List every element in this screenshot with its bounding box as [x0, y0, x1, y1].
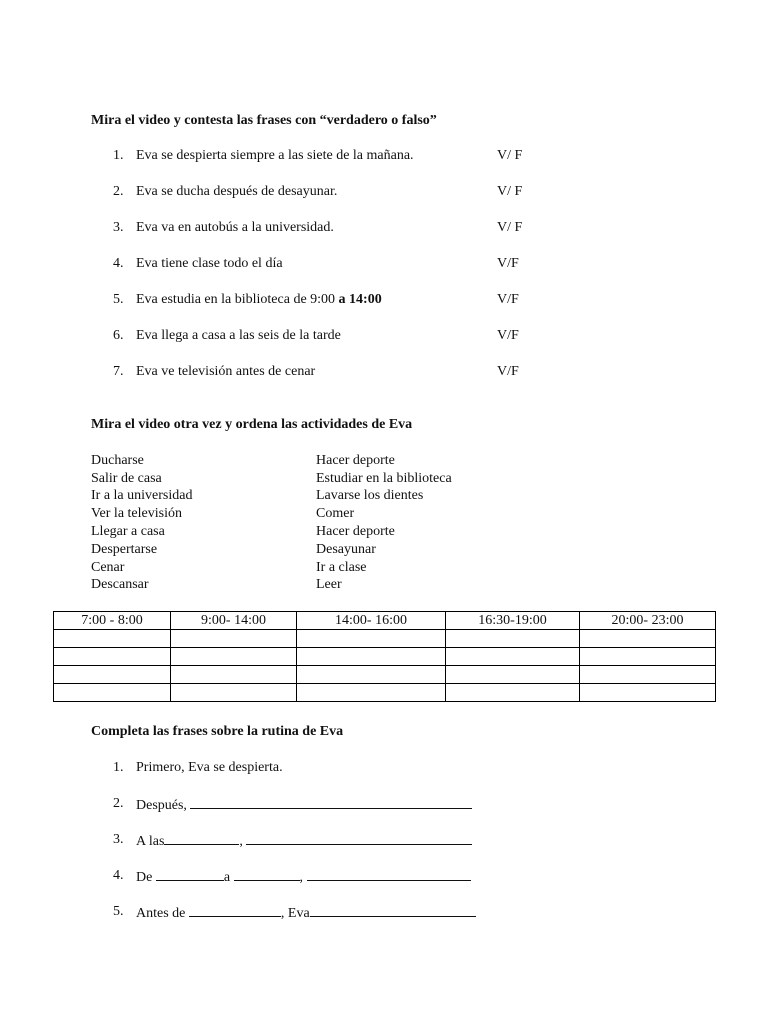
schedule-row	[54, 666, 716, 684]
activity-row	[0, 488, 768, 506]
item-number: 2.	[113, 184, 124, 199]
activity-row	[0, 524, 768, 542]
item-text	[136, 832, 472, 850]
item-text: Eva tiene clase todo el día	[136, 256, 283, 271]
schedule-cell[interactable]	[446, 684, 580, 702]
activity-left: Descansar	[91, 577, 149, 592]
schedule-cell[interactable]	[297, 648, 446, 666]
list-item	[0, 760, 768, 778]
schedule-cell[interactable]	[580, 630, 716, 648]
item-number: 1.	[113, 760, 124, 775]
item-text	[136, 292, 382, 308]
schedule-header-row	[54, 612, 716, 630]
activity-right: Estudiar en la biblioteca	[316, 471, 452, 486]
schedule-cell[interactable]	[171, 648, 297, 666]
item-text: Eva ve televisión antes de cenar	[136, 364, 316, 379]
activity-left: Cenar	[91, 560, 125, 575]
list-item	[0, 364, 768, 382]
true-false-marker: V/ F	[497, 148, 523, 163]
item-number: 4.	[113, 868, 124, 883]
item-text	[136, 904, 476, 922]
item-text-bold: a 14:00	[338, 292, 382, 307]
activity-left: Ducharse	[91, 453, 144, 468]
schedule-header-cell: 16:30-19:00	[446, 612, 580, 630]
activity-left: Ver la televisión	[91, 506, 182, 521]
item-text: Eva se ducha después de desayunar.	[136, 184, 338, 199]
list-item	[0, 184, 768, 202]
item-number: 4.	[113, 256, 124, 271]
activity-right: Desayunar	[316, 542, 376, 557]
schedule-header-cell: 14:00- 16:00	[297, 612, 446, 630]
item-text-lead: Después,	[136, 798, 191, 813]
activity-right: Hacer deporte	[316, 524, 395, 539]
schedule-cell[interactable]	[297, 666, 446, 684]
item-text: Primero, Eva se despierta.	[136, 760, 283, 775]
list-item	[0, 904, 768, 922]
true-false-marker: V/F	[497, 256, 519, 271]
item-text: Eva va en autobús a la universidad.	[136, 220, 334, 235]
schedule-cell[interactable]	[54, 630, 171, 648]
answer-blank[interactable]	[246, 832, 472, 845]
true-false-marker: V/ F	[497, 184, 523, 199]
item-text-mid: ,	[239, 834, 247, 849]
schedule-cell[interactable]	[54, 684, 171, 702]
list-item	[0, 148, 768, 166]
activity-row	[0, 506, 768, 524]
activity-row	[0, 577, 768, 595]
section2-heading: Mira el video otra vez y ordena las actividades de Eva	[91, 417, 413, 432]
schedule-header-cell: 9:00- 14:00	[171, 612, 297, 630]
item-text	[136, 868, 471, 886]
answer-blank[interactable]	[164, 832, 239, 845]
schedule-cell[interactable]	[297, 684, 446, 702]
schedule-cell[interactable]	[580, 648, 716, 666]
schedule-header-cell: 20:00- 23:00	[580, 612, 716, 630]
true-false-marker: V/F	[497, 328, 519, 343]
activity-left: Ir a la universidad	[91, 488, 193, 503]
item-number: 5.	[113, 904, 124, 919]
activity-row	[0, 560, 768, 578]
item-number: 2.	[113, 796, 124, 811]
item-number: 6.	[113, 328, 124, 343]
schedule-cell[interactable]	[54, 648, 171, 666]
list-item	[0, 256, 768, 274]
list-item	[0, 868, 768, 886]
list-item	[0, 220, 768, 238]
schedule-cell[interactable]	[54, 666, 171, 684]
item-text-main: Eva estudia en la biblioteca de 9:00	[136, 292, 336, 307]
item-text: Eva se despierta siempre a las siete de la mañana.	[136, 148, 414, 163]
section3-heading: Completa las frases sobre la rutina de Eva	[91, 724, 344, 739]
schedule-row	[54, 630, 716, 648]
answer-blank[interactable]	[234, 868, 300, 881]
activity-right: Leer	[316, 577, 342, 592]
activity-row	[0, 542, 768, 560]
activity-right: Comer	[316, 506, 355, 521]
activity-left: Llegar a casa	[91, 524, 165, 539]
activity-left: Salir de casa	[91, 471, 162, 486]
activity-row	[0, 453, 768, 471]
list-item	[0, 292, 768, 310]
schedule-cell[interactable]	[171, 630, 297, 648]
activity-row	[0, 471, 768, 489]
item-text-lead: Antes de	[136, 906, 189, 921]
item-text	[136, 796, 472, 814]
item-number: 7.	[113, 364, 124, 379]
schedule-row	[54, 648, 716, 666]
activity-left: Despertarse	[91, 542, 158, 557]
schedule-cell[interactable]	[580, 666, 716, 684]
item-number: 3.	[113, 832, 124, 847]
section1-heading: Mira el video y contesta las frases con “verdadero o falso”	[91, 113, 437, 128]
answer-blank[interactable]	[190, 796, 472, 809]
list-item	[0, 832, 768, 850]
true-false-marker: V/F	[497, 364, 519, 379]
schedule-cell[interactable]	[297, 630, 446, 648]
item-number: 3.	[113, 220, 124, 235]
schedule-cell[interactable]	[446, 666, 580, 684]
true-false-marker: V/ F	[497, 220, 523, 235]
schedule-row	[54, 684, 716, 702]
activity-right: Lavarse los dientes	[316, 488, 424, 503]
schedule-cell[interactable]	[171, 666, 297, 684]
item-number: 1.	[113, 148, 124, 163]
schedule-cell[interactable]	[580, 684, 716, 702]
item-text-lead: De	[136, 870, 156, 885]
schedule-cell[interactable]	[446, 648, 580, 666]
item-text-mid2: ,	[299, 870, 307, 885]
list-item	[0, 328, 768, 346]
schedule-table	[53, 611, 716, 702]
item-text-lead: A las	[136, 834, 165, 849]
answer-blank[interactable]	[156, 868, 224, 881]
list-item	[0, 796, 768, 814]
answer-blank[interactable]	[310, 904, 476, 917]
item-text-mid: a	[223, 870, 234, 885]
true-false-marker: V/F	[497, 292, 519, 307]
answer-blank[interactable]	[307, 868, 471, 881]
schedule-cell[interactable]	[171, 684, 297, 702]
answer-blank[interactable]	[189, 904, 281, 917]
activity-right: Hacer deporte	[316, 453, 395, 468]
schedule-cell[interactable]	[446, 630, 580, 648]
item-text: Eva llega a casa a las seis de la tarde	[136, 328, 341, 343]
schedule-header-cell: 7:00 - 8:00	[54, 612, 171, 630]
item-text-mid: , Eva	[280, 906, 310, 921]
item-number: 5.	[113, 292, 124, 307]
activity-right: Ir a clase	[316, 560, 367, 575]
